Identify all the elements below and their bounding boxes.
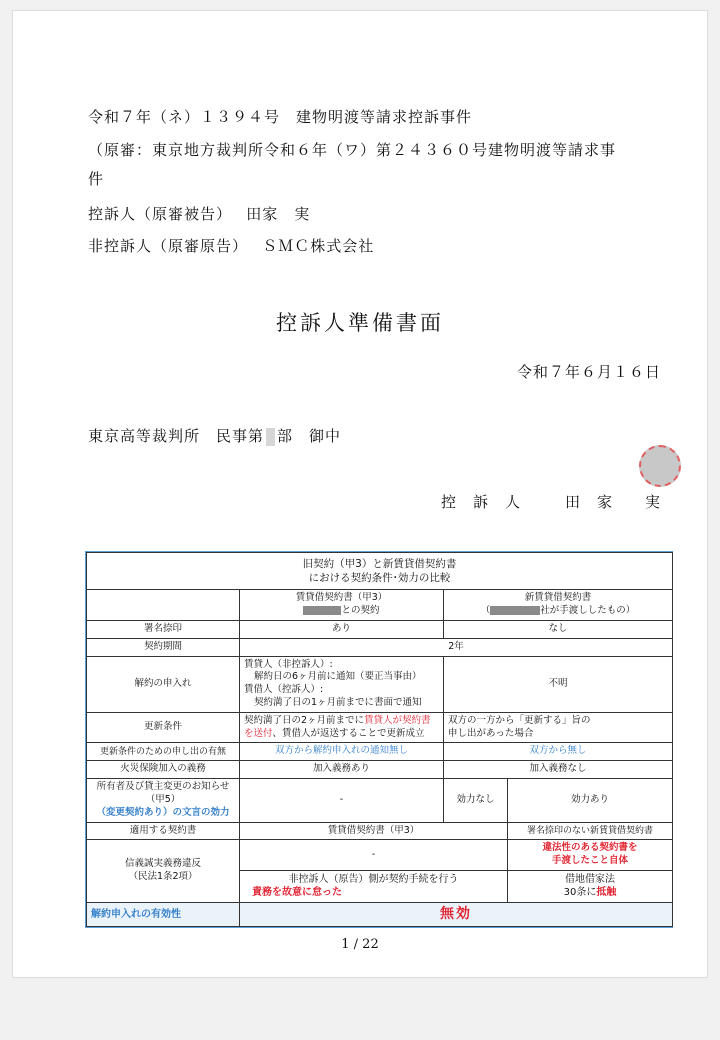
table-row — [87, 779, 673, 822]
cell-seal-old: あり — [240, 620, 444, 638]
cell-faith-new-top: 違法性のある契約書を 手渡したこと自体 — [508, 840, 673, 871]
new-contract-header: 新賃貸借契約書 （ 社が手渡ししたもの） — [444, 590, 673, 621]
header-blank-cell — [87, 590, 240, 621]
court-addressee — [88, 425, 341, 446]
document-page — [12, 10, 708, 978]
row-label-renew: 更新条件 — [87, 712, 240, 743]
table-row — [87, 743, 673, 761]
row-label-owner: 所有者及び貸主変更のお知らせ （甲5） （変更契約あり）の文言の効力 — [87, 779, 240, 822]
cell-owner-new-b: 効力あり — [508, 779, 673, 822]
table-row — [87, 638, 673, 656]
table-row — [87, 840, 673, 871]
cell-renew-new: 双方の一方から「更新する」旨の 申し出があった場合 — [444, 712, 673, 743]
table-header-row — [87, 590, 673, 621]
signer-name: 田 家 実 — [564, 493, 661, 511]
document-title: 控訴人準備書面 — [276, 311, 444, 335]
row-label-period: 契約期間 — [87, 638, 240, 656]
cell-cancel-old: 賃貸人（非控訴人）: 解約日の6ヶ月前に通知（要正当事由） 賃借人（控訴人）: 契約満了日の1ヶ月前までに書面で通知 — [240, 656, 444, 712]
table-row — [87, 902, 673, 926]
row-label-cancel: 解約の申入れ — [87, 656, 240, 712]
table-row — [87, 712, 673, 743]
cell-faith-old: 非控訴人（原告）側が契約手続を行う 責務を故意に怠った — [240, 870, 508, 902]
comparison-table-frame — [85, 551, 673, 928]
row-label-faith: 信義誠実義務違反 （民法1条2項） — [87, 840, 240, 903]
cell-insurance-new: 加入義務なし — [444, 761, 673, 779]
cell-renew-notice-old: 双方から解約申入れの通知無し — [240, 743, 444, 761]
cell-renew-notice-new: 双方から無し — [444, 743, 673, 761]
signer-line — [441, 491, 661, 512]
cell-cancel-new: 不明 — [444, 656, 673, 712]
appellee-line: 非控訴人（原審原告） ＳＭＣ株式会社 — [88, 237, 375, 255]
cell-period-value: 2年 — [240, 638, 673, 656]
row-label-insurance: 火災保険加入の義務 — [87, 761, 240, 779]
origin-case-line-cont: 件 — [88, 170, 105, 188]
appellant-line: 控訴人（原審被告） 田家 実 — [88, 205, 311, 223]
cell-renew-old: 契約満了日の2ヶ月前までに賃貸人が契約書を送付、賃借人が返送することで更新成立 — [240, 712, 444, 743]
cell-faith-new: 借地借家法 30条に抵触 — [508, 870, 673, 902]
page-number: 1 / 22 — [341, 937, 379, 952]
table-row — [87, 656, 673, 712]
court-suffix: 部 御中 — [277, 427, 342, 445]
document-date: 令和７年６月１６日 — [516, 363, 661, 381]
redaction-mask — [303, 606, 341, 615]
redaction-mask — [490, 606, 540, 615]
cell-seal-new: なし — [444, 620, 673, 638]
row-label-renew-notice: 更新条件のための申し出の有無 — [87, 743, 240, 761]
origin-case-line: （原審：東京地方裁判所令和６年（ワ）第２４３６０号建物明渡等請求事 — [88, 141, 617, 159]
table-row — [87, 761, 673, 779]
signer-role: 控 訴 人 — [440, 493, 521, 511]
table-title-row — [87, 553, 673, 590]
cell-owner-new-a: 効力なし — [444, 779, 508, 822]
old-contract-header: 賃貸借契約書（甲3） との契約 — [240, 590, 444, 621]
cell-faith-old-top: - — [240, 840, 508, 871]
comparison-table — [86, 552, 673, 927]
redacted-seal-stamp — [639, 445, 681, 487]
cell-insurance-old: 加入義務あり — [240, 761, 444, 779]
row-label-applicable: 適用する契約書 — [87, 822, 240, 840]
table-title: 旧契約（甲3）と新賃貸借契約書 における契約条件･効力の比較 — [87, 553, 673, 590]
cell-applicable-old: 賃貸借契約書（甲3） — [240, 822, 508, 840]
cell-validity-value: 無効 — [240, 902, 673, 926]
table-row — [87, 822, 673, 840]
row-label-seal: 署名捺印 — [87, 620, 240, 638]
cell-owner-old: - — [240, 779, 444, 822]
court-prefix: 東京高等裁判所 民事第 — [88, 427, 265, 445]
row-label-validity: 解約申入れの有効性 — [87, 902, 240, 926]
cell-applicable-new: 署名捺印のない新賃貸借契約書 — [508, 822, 673, 840]
redaction-mask — [266, 428, 275, 446]
case-number-line: 令和７年（ネ）１３９４号 建物明渡等請求控訴事件 — [88, 108, 473, 126]
table-row — [87, 620, 673, 638]
